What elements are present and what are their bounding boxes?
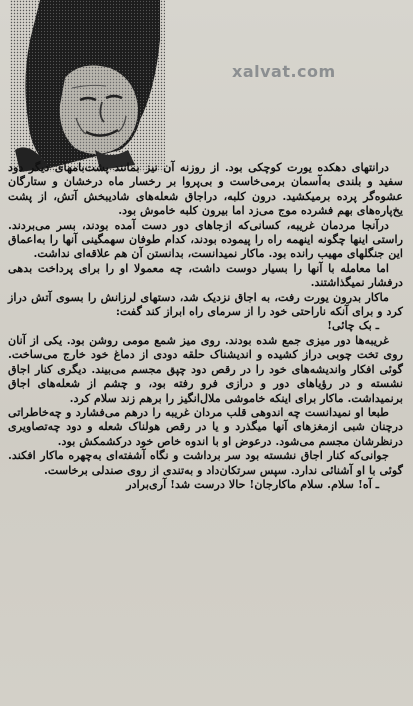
paragraph: طبعا او نمیدانست چه اندوهی قلب مردان غریبه را درهم می‌فشارد و چه‌خاطراتی درچنان شبی ازمغزهای آنها میگذرد و یا در رقص هولناک شعله و دود چه‌تصاویری درنظرشان مجسم می‌شود. درعوض او با اندوه خاص خود درکشمکش بود.: [8, 404, 403, 448]
old-woman-portrait-image: [10, 0, 165, 172]
paragraph: جوانی‌که کنار اجاق نشسته بود سر برداشت و نگاه آشفته‌ای به‌چهره ماکار افکند. گوئی با او آشنائی ندارد. سپس سرتکان‌داد و به‌تندی از روی صندلی برخاست.: [8, 448, 403, 477]
paragraph: درانتهای دهکده یورت کوچکی بود. از روزنه آن نیز بمانند پشت‌بامهای دیگر دود سفید و بلندی به‌آسمان برمی‌خاست و بی‌پروا بر رخسار ماه درخشان و ستارگان عشوه‌گر پرده برمیکشید. درون کلبه، دراجاق شعله‌های شادیبخش آتش، از پشت یخ‌پاره‌های بهم فشرده موج می‌زد اما بیرون کلبه خاموش بود.: [8, 160, 403, 218]
paragraph: درآنجا مردمان غریبه، کسانی‌که ازجاهای دور دست آمده بودند، بسر می‌بردند. راستی اینها چگونه اینهمه راه را پیموده بودند، کدام طوفان سهمگینی آنها را به‌اعماق این جنگلهای مهیب رانده بود. ماکار نمیدانست، بدانستن آن هم علاقه‌ای نداشت.: [8, 217, 403, 261]
portrait-illustration: [10, 0, 165, 172]
paragraph: غریبه‌ها دور میزی جمع شده بودند. روی میز شمع مومی روشن بود. یکی از آنان روی تخت چوبی دراز کشیده و اندیشناک حلقه دودی از دماغ خود خارج می‌ساخت. گوئی افکار واندیشه‌های خود را در رقص دود چپق مجسم می‌بیند. دیگری کنار اجاق نشسته و در رؤیاهای دور و درازی فرو رفته بود، و چشم از شعله‌های اجاق برنمیداشت. ماکار برای اینکه خاموشی ملال‌انگیز را برهم زند سلام کرد.: [8, 332, 403, 405]
watermark: xalvat.com: [232, 62, 336, 81]
story-text: [8, 160, 403, 706]
paragraph: اما معامله با آنها را بسیار دوست داشت، چه معمولا او را برای پرداخت بدهی درفشار نمیگذاشتند.: [8, 260, 403, 290]
dialog-line: ـ آه! سلام. سلام ماکارجان! حالا درست شد! آری‌برادر: [126, 476, 379, 491]
dialog-line: ـ بک چائی!: [327, 318, 379, 333]
paragraph: ماکار بدرون یورت رفت، به اجاق نزدیک شد، دستهای لرزانش را بسوی آتش دراز کرد و برای آنکه ناراحتی خود را از سرمای راه ابراز کند گفت:: [8, 289, 403, 319]
